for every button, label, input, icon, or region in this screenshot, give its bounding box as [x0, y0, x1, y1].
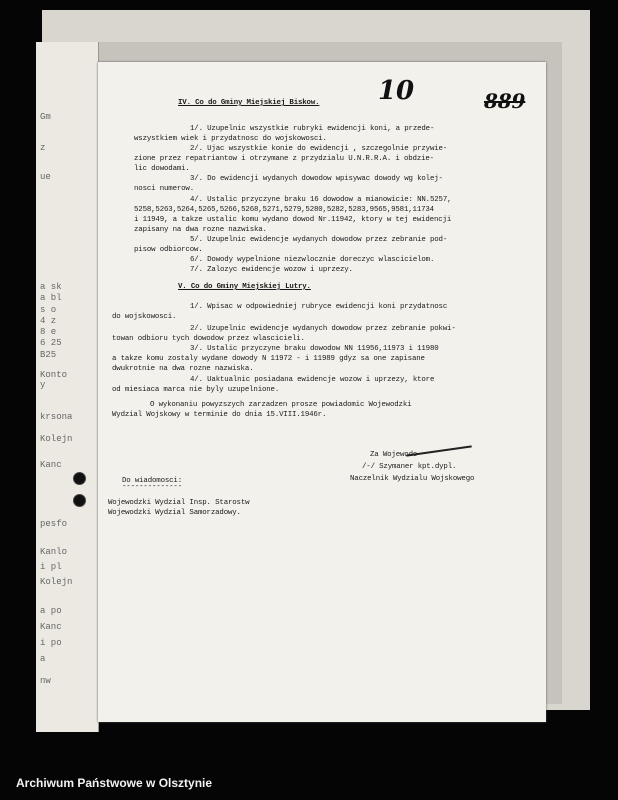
margin-fragment: Gm	[40, 112, 51, 122]
section-5-line: 4/. Uaktualnic posiadana ewidencje wozow i uprzezy, ktore	[190, 376, 435, 384]
signature-line: Naczelnik Wydzialu Wojskowego	[350, 475, 475, 483]
margin-fragment: Kanlo	[40, 547, 68, 557]
section-4-line: nosci numerow.	[134, 185, 194, 193]
margin-fragment: z	[40, 143, 46, 153]
margin-fragment: a sk	[40, 282, 62, 292]
margin-fragment: pesfo	[40, 519, 68, 529]
section-5-heading: V. Co do Gminy Miejskiej Lutry.	[178, 283, 311, 291]
distribution-rule: --------------	[122, 483, 182, 491]
section-4-line: 7/. Zalozyc ewidencje wozow i uprzezy.	[190, 266, 353, 274]
section-4-line: 2/. Ujac wszystkie konie do ewidencji , szczegolnie przywie-	[190, 145, 448, 153]
margin-fragment: a	[40, 654, 46, 664]
document-body	[98, 62, 546, 722]
section-5-line: 2/. Uzupelnic ewidencje wydanych dowodow przez zebranie pokwi-	[190, 325, 456, 333]
margin-fragment: y	[40, 380, 46, 390]
section-4-line: pisow odbiorcow.	[134, 246, 203, 254]
handwritten-archive-number: 889	[484, 89, 526, 113]
section-4-line: 4/. Ustalic przyczyne braku 16 dowodow a mianowicie: NN.5257,	[190, 196, 452, 204]
margin-fragment: Kanc	[40, 460, 62, 470]
section-5-line: dwukrotnie na dwa rozne nazwiska.	[112, 365, 254, 373]
section-4-line: 3/. Do ewidencji wydanych dowodow wpisywac dowody wg kolej-	[190, 175, 443, 183]
margin-fragment: Kanc	[40, 622, 62, 632]
section-4-heading: IV. Co do Gminy Miejskiej Biskow.	[178, 99, 320, 107]
section-4-line: i 11949, a takze ustalic komu wydano dowod Nr.11942, ktory w tej ewidencji	[134, 216, 452, 224]
margin-fragment: 4 z	[40, 316, 57, 326]
margin-fragment: a bl	[40, 293, 62, 303]
signature-line: Za Wojewode	[370, 451, 418, 459]
section-5-line: 1/. Wpisac w odpowiedniej rubryce ewidencji koni przydatnosc	[190, 303, 448, 311]
section-4-line: zapisany na dwa rozne nazwiska.	[134, 226, 267, 234]
document-page	[98, 62, 546, 722]
margin-fragment: 6 25	[40, 338, 62, 348]
archive-footer-label: Archiwum Państwowe w Olsztynie	[16, 776, 213, 790]
closing-line: Wydzial Wojskowy w terminie do dnia 15.VIII.1946r.	[112, 411, 327, 419]
margin-fragment: ue	[40, 172, 51, 182]
signature-line: /-/ Szymaner kpt.dypl.	[362, 463, 457, 471]
section-5-line: a takze komu zostaly wydane dowody N 11972 - i 11989 gdyz sa one zapisane	[112, 355, 425, 363]
section-5-line: do wojskowosci.	[112, 313, 177, 321]
closing-line: O wykonaniu powyzszych zarzadzen prosze powiadomic Wojewodzki	[150, 401, 412, 409]
margin-fragment: Konto	[40, 370, 68, 380]
section-4-line: 1/. Uzupelnic wszystkie rubryki ewidencji koni, a przede-	[190, 125, 435, 133]
section-4-line: zione przez repatriantow i otrzymane z przydzialu U.N.R.R.A. i obdzie-	[134, 155, 434, 163]
punch-hole	[73, 472, 86, 485]
punch-hole	[73, 494, 86, 507]
margin-fragment: i pl	[40, 562, 62, 572]
handwritten-page-number: 10	[378, 76, 414, 106]
section-5-line: 3/. Ustalic przyczyne braku dowodow NN 11956,11973 i 11980	[190, 345, 439, 353]
margin-fragment: Kolejn	[40, 577, 73, 587]
section-4-line: 5258,5263,5264,5265,5266,5268,5271,5279,5280,5282,5283,9565,9581,11734	[134, 206, 434, 214]
distribution-item: Wojewodzki Wydzial Samorzadowy.	[108, 509, 241, 517]
margin-fragment: nw	[40, 676, 51, 686]
margin-fragment: s o	[40, 305, 57, 315]
margin-fragment: a po	[40, 606, 62, 616]
section-5-line: towan odbioru tych dowodow przez wlascicieli.	[112, 335, 305, 343]
section-4-line: 6/. Dowody wypelnione niezwlocznie doreczyc wlascicielom.	[190, 256, 435, 264]
margin-fragment: Kolejn	[40, 434, 73, 444]
distribution-heading: Do wiadomosci:	[122, 477, 182, 485]
section-5-line: od miesiaca marca nie byly uzupelnione.	[112, 386, 280, 394]
margin-fragment: 8 e	[40, 327, 57, 337]
section-4-line: 5/. Uzupelnic ewidencje wydanych dowodow przez zebranie pod-	[190, 236, 448, 244]
margin-fragment: krsona	[40, 412, 73, 422]
margin-fragment: B25	[40, 350, 57, 360]
section-4-line: wszystkiem wiek i przydatnosc do wojskowosci.	[134, 135, 327, 143]
margin-fragment: i po	[40, 638, 62, 648]
section-4-line: lic dowodami.	[134, 165, 190, 173]
distribution-item: Wojewodzki Wydzial Insp. Starostw	[108, 499, 250, 507]
